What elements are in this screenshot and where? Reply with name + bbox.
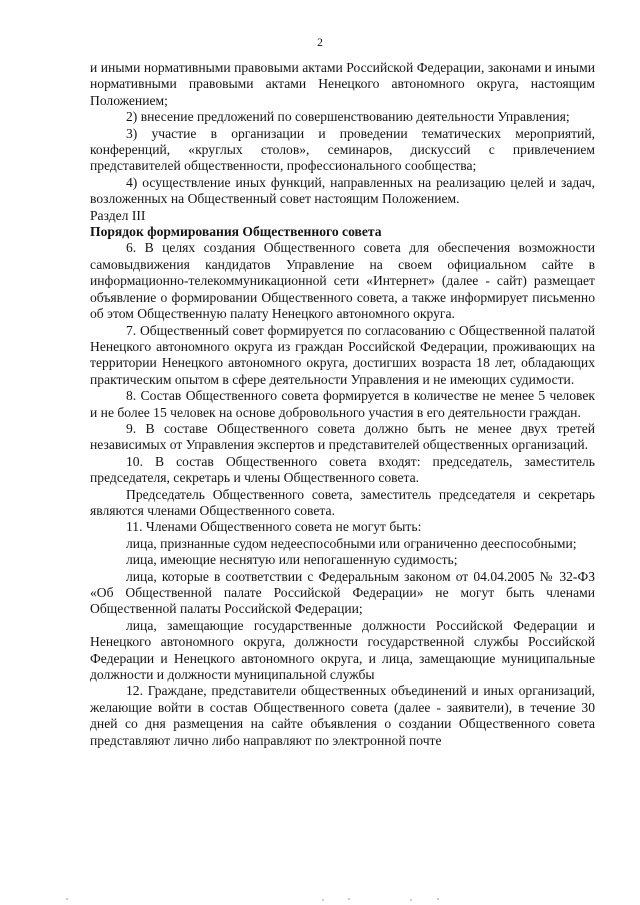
- section-title: Порядок формирования Общественного совета: [90, 224, 382, 240]
- paragraph-8: 8. Состав Общественного совета формируется в количестве не менее 5 человек и не более 15 человек на основе добровольного участия в его деятельности граждан.: [90, 388, 595, 420]
- paragraph-9: 9. В составе Общественного совета должно быть не менее двух третей независимых от Управления экспертов и представителей общественных организаций.: [90, 420, 595, 453]
- scan-speck: [66, 898, 68, 900]
- paragraph-11: 11. Членами Общественного совета не могут быть:: [126, 519, 422, 535]
- paragraph-11-officials: лица, замещающие государственные должности Российской Федерации и Ненецкого автономного округа, должности государственной службы Российской Федерации и Ненецкого автономного округа, и лица, замещающие муниципальные должности и должности муниципальной службы: [90, 617, 595, 683]
- paragraph-11-federal-law: лица, которые в соответствии с Федеральным законом от 04.04.2005 № 32-ФЗ «Об Общественной палате Российской Федерации» не могут быть членами Общественной палаты Российской Федерации;: [90, 568, 595, 617]
- paragraph-11-incapable: лица, признанные судом недееспособными или ограниченно дееспособными;: [126, 535, 577, 551]
- paragraph-6: 6. В целях создания Общественного совета для обеспечения возможности самовыдвижения кандидатов Управление на своем официальном сайте в информационно-телекоммуникационной сети «Интернет» (далее - сайт) размещает объявление о формировании Общественного совета, а также информирует письменно об этом Общественную палату Ненецкого автономного округа.: [90, 240, 595, 322]
- paragraph-item-2: 2) внесение предложений по совершенствованию деятельности Управления;: [126, 109, 570, 125]
- section-number: Раздел III: [90, 207, 146, 223]
- document-body: [90, 60, 595, 749]
- paragraph-12: 12. Граждане, представители общественных объединений и иных организаций, желающие войти в состав Общественного совета (далее - заявители), в течение 30 дней со дня размещения на сайте объявления о создании Общественного совета представляют лично либо направляют по электронной почте: [90, 683, 595, 748]
- scan-speck: [348, 898, 350, 900]
- paragraph-10: 10. В состав Общественного совета входят: председатель, заместитель председателя, секретарь и члены Общественного совета.: [90, 453, 595, 486]
- paragraph-7: 7. Общественный совет формируется по согласованию с Общественной палатой Ненецкого автономного округа из граждан Российской Федерации, проживающих на территории Ненецкого автономного округа, достигших возраста 18 лет, обладающих практическим опытом в сфере деятельности Управления и не имеющих судимости.: [90, 322, 595, 387]
- scan-speck: [437, 898, 439, 900]
- paragraph-item-3: 3) участие в организации и проведении тематических мероприятий, конференций, «круглых столов», семинаров, дискуссий с привлечением представителей общественности, профессионального сообщества;: [90, 125, 595, 174]
- paragraph-continuation: и иными нормативными правовыми актами Российской Федерации, законами и иными нормативными правовыми актами Ненецкого автономного округа, настоящим Положением;: [90, 60, 595, 108]
- paragraph-item-4: 4) осуществление иных функций, направленных на реализацию целей и задач, возложенных на Общественный совет настоящим Положением.: [90, 174, 595, 207]
- paragraph-10-members: Председатель Общественного совета, заместитель председателя и секретарь являются членами Общественного совета.: [90, 486, 595, 518]
- page-number: 2: [317, 37, 323, 49]
- scan-speck: [322, 899, 324, 901]
- scan-speck: [410, 899, 412, 901]
- paragraph-11-convicted: лица, имеющие неснятую или непогашенную судимость;: [126, 552, 458, 568]
